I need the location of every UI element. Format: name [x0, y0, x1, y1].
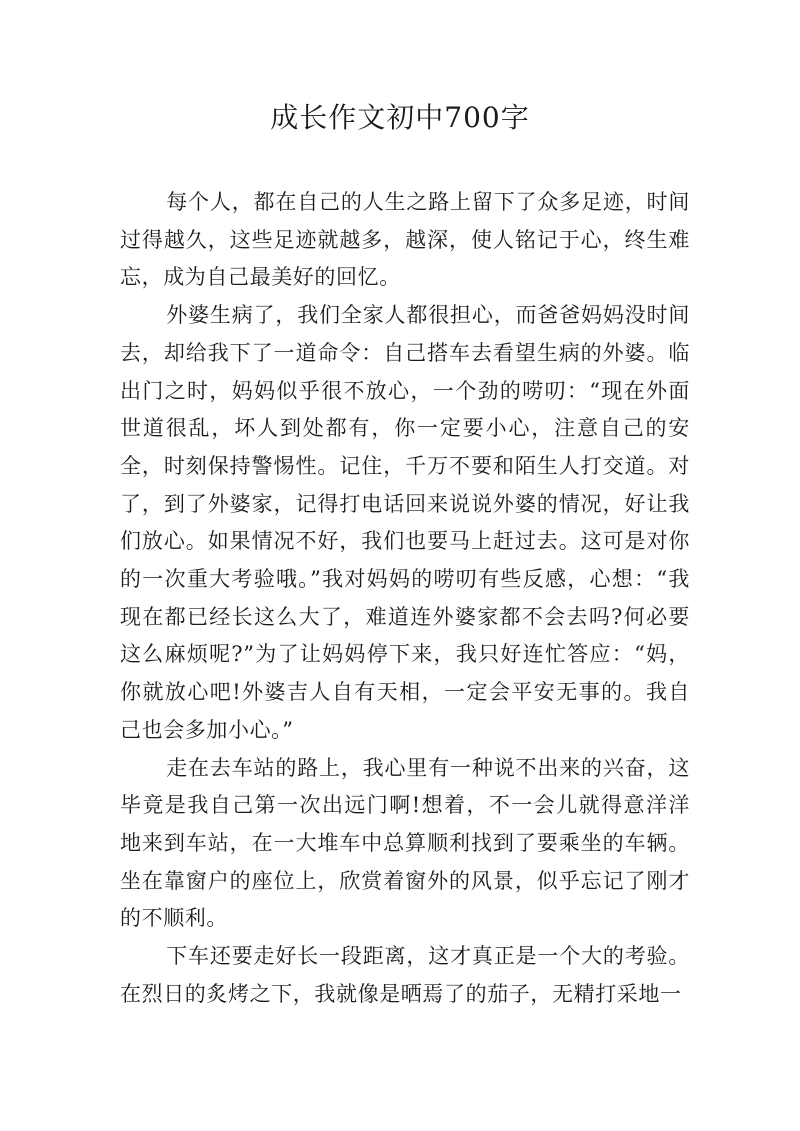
- document-body: [120, 184, 690, 1013]
- document-title: 成长作文初中700字: [270, 101, 530, 134]
- paragraph: 走在去车站的路上，我心里有一种说不出来的兴奋，这毕竟是我自己第一次出远门啊!想着，不一会儿就得意洋洋地来到车站，在一大堆车中总算顺利找到了要乘坐的车辆。坐在靠窗户的座位上，欣赏着窗外的风景，似乎忘记了刚才的不顺利。: [120, 755, 690, 931]
- paragraph: 下车还要走好长一段距离，这才真正是一个大的考验。在烈日的炙烤之下，我就像是晒焉了的茄子，无精打采地一: [120, 944, 690, 1006]
- paragraph: 每个人，都在自己的人生之路上留下了众多足迹，时间过得越久，这些足迹就越多，越深，使人铭记于心，终生难忘，成为自己最美好的回忆。: [120, 190, 690, 290]
- paragraph: 外婆生病了，我们全家人都很担心，而爸爸妈妈没时间去，却给我下了一道命令：自己搭车去看望生病的外婆。临出门之时，妈妈似乎很不放心，一个劲的唠叨：“现在外面世道很乱，坏人到处都有，你一定要小心，注意自己的安全，时刻保持警惕性。记住，千万不要和陌生人打交道。对了，到了外婆家，记得打电话回来说说外婆的情况，好让我们放心。如果情况不好，我们也要马上赶过去。这可是对你的一次重大考验哦。”我对妈妈的唠叨有些反感，心想：“我现在都已经长这么大了，难道连外婆家都不会去吗?何必要这么麻烦呢?”为了让妈妈停下来，我只好连忙答应：“妈，你就放心吧!外婆吉人自有天相，一定会平安无事的。我自己也会多加小心。”: [120, 303, 690, 742]
